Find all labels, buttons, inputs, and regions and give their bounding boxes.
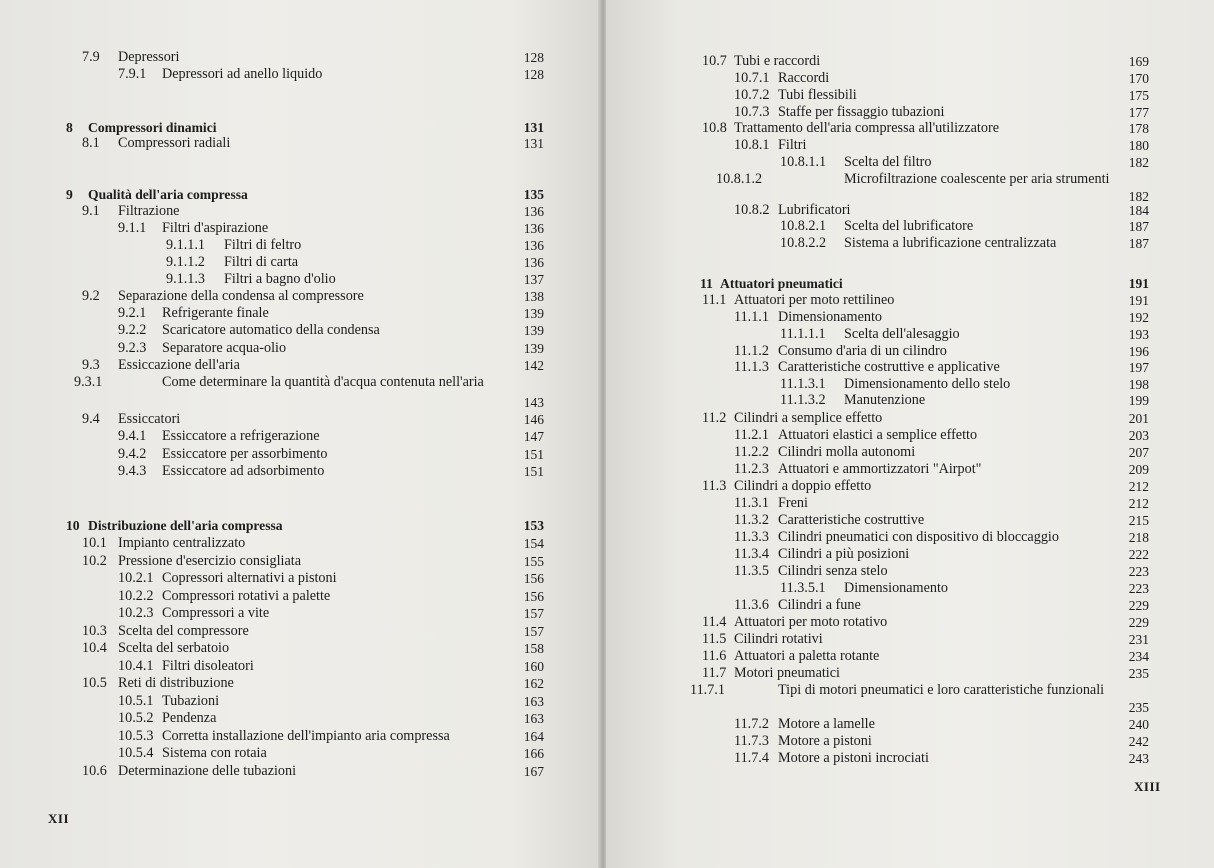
- toc-entry-number: 10.5: [82, 675, 107, 691]
- toc-entry-number: 11.1.1: [734, 309, 769, 325]
- toc-page-number: 164: [523, 729, 544, 744]
- toc-page-number: 235: [1128, 666, 1149, 681]
- toc-entry-title: Filtri di feltro: [224, 237, 302, 253]
- toc-entry-number: 7.9.1: [118, 66, 147, 82]
- toc-page-number: 234: [1128, 649, 1149, 664]
- toc-entry-title: Filtri disoleatori: [162, 658, 254, 674]
- toc-page-number: 201: [1128, 411, 1149, 426]
- toc-page-number: 167: [523, 764, 544, 779]
- toc-entry-title: Compressori dinamici: [88, 120, 217, 135]
- toc-page-number: 222: [1128, 547, 1149, 562]
- toc-entry-title: Impianto centralizzato: [118, 535, 246, 551]
- toc-entry-title: Cilindri pneumatici con dispositivo di bloccaggio: [778, 529, 1059, 545]
- toc-entry-number: 9.2.1: [118, 305, 147, 321]
- toc-entry-title: Lubrificatori: [778, 202, 851, 218]
- toc-entry-number: 11.7.1: [690, 682, 725, 698]
- toc-entry-number: 9.1.1.3: [166, 271, 206, 287]
- toc-page-number: 197: [1128, 360, 1149, 375]
- toc-entry-number: 11.1: [702, 292, 727, 308]
- toc-entry-number: 8.1: [82, 135, 100, 151]
- toc-entry-number: 10: [66, 518, 80, 533]
- toc-entry-number: 11.1.3.2: [780, 392, 826, 408]
- toc-entry-title: Compressori a vite: [162, 605, 270, 621]
- toc-page-number: 192: [1128, 310, 1149, 325]
- toc-entry-number: 10.7: [702, 53, 727, 69]
- toc-entry-title: Consumo d'aria di un cilindro: [778, 343, 947, 359]
- toc-entry-title: Motore a pistoni: [778, 733, 872, 749]
- toc-page-number: 155: [523, 554, 544, 569]
- toc-entry-number: 11.7.3: [734, 733, 769, 749]
- toc-page-number: 199: [1128, 393, 1149, 408]
- toc-page-number: 191: [1128, 293, 1149, 308]
- toc-entry-title: Cilindri a semplice effetto: [734, 410, 883, 426]
- toc-page-number: 142: [523, 358, 544, 373]
- toc-entry-title: Distribuzione dell'aria compressa: [88, 518, 283, 533]
- toc-entry-title: Trattamento dell'aria compressa all'utilizzatore: [734, 120, 999, 136]
- toc-entry-title: Cilindri a più posizioni: [778, 546, 910, 562]
- toc-entry-title: Cilindri senza stelo: [778, 563, 888, 579]
- toc-entry-title: Scelta del filtro: [844, 154, 932, 170]
- toc-entry-title: Freni: [778, 495, 808, 511]
- toc-page-number: 231: [1128, 632, 1149, 647]
- toc-entry-title: Determinazione delle tubazioni: [118, 763, 297, 779]
- toc-page-number: 135: [523, 187, 544, 202]
- toc-page-number: 154: [523, 536, 544, 551]
- toc-entry-title: Scelta del compressore: [118, 623, 249, 639]
- toc-entry-number: 11.3.5: [734, 563, 769, 579]
- toc-entry-number: 11.3.3: [734, 529, 769, 545]
- toc-entry-title: Pressione d'esercizio consigliata: [118, 553, 301, 569]
- toc-entry-number: 10.8.2.1: [780, 218, 827, 234]
- left-page: [0, 0, 600, 868]
- toc-page-number: 158: [523, 641, 544, 656]
- toc-page-number: 182: [1128, 189, 1149, 204]
- toc-entry-number: 9.4.2: [118, 446, 147, 462]
- toc-page-number: 209: [1128, 462, 1149, 477]
- toc-page-number: 212: [1128, 479, 1149, 494]
- toc-entry-number: 11.7.4: [734, 750, 769, 766]
- toc-entry-title: Microfiltrazione coalescente per aria strumenti: [844, 171, 1110, 187]
- toc-page-number: 153: [523, 518, 544, 533]
- toc-entry-number: 11.4: [702, 614, 727, 630]
- toc-page-number: 223: [1128, 564, 1149, 579]
- toc-entry-number: 9.1.1: [118, 220, 147, 236]
- toc-entry-number: 11.7.2: [734, 716, 769, 732]
- toc-entry-title: Essiccatore per assorbimento: [162, 446, 328, 462]
- toc-entry-number: 9.2: [82, 288, 100, 304]
- toc-entry-title: Essiccatore ad adsorbimento: [162, 463, 325, 479]
- toc-entry-number: 11.2.3: [734, 461, 769, 477]
- toc-entry-number: 10.8: [702, 120, 727, 136]
- toc-entry-title: Filtrazione: [118, 203, 180, 219]
- toc-entry-number: 9.2.2: [118, 322, 147, 338]
- toc-page-number: 229: [1128, 615, 1149, 630]
- toc-page-number: 170: [1128, 71, 1149, 86]
- toc-entry-title: Refrigerante finale: [162, 305, 269, 321]
- toc-entry-number: 10.5.4: [118, 745, 154, 761]
- toc-page-number: 137: [523, 272, 544, 287]
- toc-page-number: 169: [1128, 54, 1149, 69]
- toc-page-number: 136: [523, 204, 544, 219]
- toc-entry-number: 10.2.1: [118, 570, 154, 586]
- toc-entry-title: Cilindri molla autonomi: [778, 444, 916, 460]
- toc-entry-number: 10.4.1: [118, 658, 154, 674]
- toc-entry-number: 9.1.1.2: [166, 254, 206, 270]
- toc-entry-title: Scelta del lubrificatore: [844, 218, 974, 234]
- toc-entry-number: 11.5: [702, 631, 727, 647]
- toc-page-number: 182: [1128, 155, 1149, 170]
- toc-entry-title: Scelta dell'alesaggio: [844, 326, 960, 342]
- toc-entry-title: Manutenzione: [844, 392, 926, 408]
- toc-entry-number: 10.8.2: [734, 202, 770, 218]
- toc-page-number: 203: [1128, 428, 1149, 443]
- toc-page-number: 166: [523, 746, 544, 761]
- toc-entry-title: Tubi e raccordi: [734, 53, 821, 69]
- toc-entry-number: 11.1.1.1: [780, 326, 826, 342]
- toc-page-number: 184: [1128, 203, 1149, 218]
- toc-entry-number: 9.1.1.1: [166, 237, 206, 253]
- toc-entry-title: Filtri d'aspirazione: [162, 220, 269, 236]
- toc-page-number: 163: [523, 711, 544, 726]
- toc-entry-title: Separazione della condensa al compressore: [118, 288, 364, 304]
- toc-entry-title: Attuatori e ammortizzatori "Airpot": [778, 461, 982, 477]
- toc-entry-title: Cilindri a fune: [778, 597, 861, 613]
- toc-page-number: 157: [523, 624, 544, 639]
- toc-entry-number: 10.3: [82, 623, 107, 639]
- page-folio-right: XIII: [1134, 779, 1161, 794]
- toc-entry-number: 11.3.1: [734, 495, 769, 511]
- toc-entry-number: 10.8.1.2: [716, 171, 763, 187]
- toc-entry-title: Caratteristiche costruttive: [778, 512, 925, 528]
- toc-page-number: 198: [1128, 377, 1149, 392]
- toc-page-number: 223: [1128, 581, 1149, 596]
- toc-page-number: 242: [1128, 734, 1149, 749]
- toc-page-number: 187: [1128, 236, 1149, 251]
- toc-entry-number: 11.3.4: [734, 546, 769, 562]
- toc-entry-title: Staffe per fissaggio tubazioni: [778, 104, 945, 120]
- toc-entry-title: Tubi flessibili: [778, 87, 857, 103]
- toc-page-number: 156: [523, 571, 544, 586]
- toc-page-number: 151: [523, 447, 544, 462]
- toc-entry-title: Attuatori elastici a semplice effetto: [778, 427, 978, 443]
- toc-page-number: 191: [1128, 276, 1149, 291]
- toc-entry-title: Caratteristiche costruttive e applicative: [778, 359, 1000, 375]
- toc-entry-number: 11.1.2: [734, 343, 769, 359]
- toc-entry-number: 9.1: [82, 203, 100, 219]
- toc-page-number: 229: [1128, 598, 1149, 613]
- toc-entry-title: Filtri: [778, 137, 807, 153]
- toc-entry-number: 10.5.2: [118, 710, 154, 726]
- toc-page-number: 136: [523, 221, 544, 236]
- toc-entry-title: Dimensionamento: [778, 309, 883, 325]
- toc-entry-number: 10.7.3: [734, 104, 770, 120]
- toc-entry-number: 7.9: [82, 49, 100, 65]
- toc-page-number: 147: [523, 429, 544, 444]
- toc-page-number: 146: [523, 412, 544, 427]
- toc-entry-number: 9.3.1: [74, 374, 103, 390]
- toc-page-number: 139: [523, 306, 544, 321]
- toc-page-number: 131: [523, 136, 544, 151]
- toc-page-number: 151: [523, 464, 544, 479]
- toc-page-number: 128: [523, 50, 544, 65]
- toc-page-number: 128: [523, 67, 544, 82]
- toc-page-number: 139: [523, 341, 544, 356]
- toc-entry-title: Qualità dell'aria compressa: [88, 187, 248, 202]
- toc-entry-number: 8: [66, 120, 73, 135]
- toc-entry-number: 11.3: [702, 478, 727, 494]
- toc-entry-title: Sistema con rotaia: [162, 745, 267, 761]
- toc-entry-number: 10.8.2.2: [780, 235, 827, 251]
- toc-entry-number: 11.2.2: [734, 444, 769, 460]
- toc-page-number: 218: [1128, 530, 1149, 545]
- toc-page-number: 160: [523, 659, 544, 674]
- toc-entry-title: Motore a lamelle: [778, 716, 875, 732]
- toc-entry-title: Essiccatori: [118, 411, 181, 427]
- toc-entry-number: 10.2.2: [118, 588, 154, 604]
- toc-page-number: 157: [523, 606, 544, 621]
- toc-entry-number: 11.3.2: [734, 512, 769, 528]
- toc-entry-title: Motori pneumatici: [734, 665, 840, 681]
- page-folio-left: XII: [48, 811, 70, 826]
- toc-entry-number: 10.2: [82, 553, 107, 569]
- toc-entry-title: Attuatori a paletta rotante: [734, 648, 880, 664]
- toc-entry-number: 10.2.3: [118, 605, 154, 621]
- toc-entry-title: Attuatori per moto rotativo: [734, 614, 888, 630]
- toc-entry-number: 10.8.1.1: [780, 154, 827, 170]
- toc-page-number: 215: [1128, 513, 1149, 528]
- toc-entry-title: Separatore acqua-olio: [162, 340, 287, 356]
- toc-entry-number: 9: [66, 187, 73, 202]
- toc-entry-number: 11.2.1: [734, 427, 769, 443]
- toc-entry-number: 11.6: [702, 648, 727, 664]
- toc-entry-title: Dimensionamento dello stelo: [844, 376, 1011, 392]
- toc-page-number: 162: [523, 676, 544, 691]
- right-page: [606, 0, 1214, 868]
- toc-page-number: 212: [1128, 496, 1149, 511]
- toc-entry-title: Compressori radiali: [118, 135, 231, 151]
- toc-entry-title: Reti di distribuzione: [118, 675, 234, 691]
- toc-entry-title: Attuatori pneumatici: [720, 276, 843, 291]
- toc-entry-number: 10.1: [82, 535, 107, 551]
- toc-entry-title: Filtri di carta: [224, 254, 299, 270]
- toc-entry-title: Come determinare la quantità d'acqua contenuta nell'aria: [162, 374, 484, 390]
- toc-entry-title: Depressori ad anello liquido: [162, 66, 323, 82]
- toc-entry-title: Essiccatore a refrigerazione: [162, 428, 320, 444]
- toc-entry-title: Dimensionamento: [844, 580, 949, 596]
- toc-entry-title: Attuatori per moto rettilineo: [734, 292, 895, 308]
- toc-entry-number: 9.3: [82, 357, 100, 373]
- toc-page-number: 175: [1128, 88, 1149, 103]
- toc-page-number: 163: [523, 694, 544, 709]
- toc-entry-title: Depressori: [118, 49, 180, 65]
- toc-entry-number: 10.5.3: [118, 728, 154, 744]
- toc-page-number: 243: [1128, 751, 1149, 766]
- toc-entry-number: 10.6: [82, 763, 107, 779]
- toc-entry-title: Sistema a lubrificazione centralizzata: [844, 235, 1057, 251]
- toc-entry-number: 11.1.3.1: [780, 376, 826, 392]
- toc-entry-title: Filtri a bagno d'olio: [224, 271, 336, 287]
- toc-entry-title: Tipi di motori pneumatici e loro caratteristiche funzionali: [778, 682, 1105, 698]
- toc-entry-number: 10.7.1: [734, 70, 770, 86]
- toc-page-number: 235: [1128, 700, 1149, 715]
- toc-page-number: 136: [523, 255, 544, 270]
- toc-entry-title: Raccordi: [778, 70, 830, 86]
- toc-entry-number: 11: [700, 276, 713, 291]
- toc-page-number: 177: [1128, 105, 1149, 120]
- toc-page-number: 193: [1128, 327, 1149, 342]
- toc-page-number: 143: [523, 395, 544, 410]
- toc-page-number: 180: [1128, 138, 1149, 153]
- toc-entry-title: Cilindri rotativi: [734, 631, 823, 647]
- toc-page-number: 156: [523, 589, 544, 604]
- toc-entry-title: Tubazioni: [162, 693, 220, 709]
- toc-entry-title: Corretta installazione dell'impianto aria compressa: [162, 728, 450, 744]
- toc-entry-title: Compressori rotativi a palette: [162, 588, 331, 604]
- toc-page-number: 178: [1128, 121, 1149, 136]
- toc-page-number: 139: [523, 323, 544, 338]
- toc-page-number: 240: [1128, 717, 1149, 732]
- toc-entry-number: 11.1.3: [734, 359, 769, 375]
- toc-page-number: 138: [523, 289, 544, 304]
- toc-page-number: 187: [1128, 219, 1149, 234]
- toc-page-number: 196: [1128, 344, 1149, 359]
- toc-entry-title: Scelta del serbatoio: [118, 640, 230, 656]
- toc-entry-number: 11.3.5.1: [780, 580, 826, 596]
- toc-entry-number: 10.4: [82, 640, 107, 656]
- toc-entry-number: 11.3.6: [734, 597, 769, 613]
- toc-entry-title: Motore a pistoni incrociati: [778, 750, 929, 766]
- toc-entry-number: 11.2: [702, 410, 727, 426]
- toc-page-number: 131: [523, 120, 544, 135]
- toc-entry-number: 11.7: [702, 665, 727, 681]
- toc-entry-number: 10.7.2: [734, 87, 770, 103]
- toc-entry-number: 10.8.1: [734, 137, 770, 153]
- toc-entry-title: Essiccazione dell'aria: [118, 357, 240, 373]
- toc-entry-number: 9.2.3: [118, 340, 147, 356]
- toc-entry-title: Cilindri a doppio effetto: [734, 478, 872, 494]
- toc-entry-number: 9.4.3: [118, 463, 147, 479]
- toc-entry-number: 9.4.1: [118, 428, 147, 444]
- toc-entry-title: Copressori alternativi a pistoni: [162, 570, 337, 586]
- toc-entry-title: Scaricatore automatico della condensa: [162, 322, 380, 338]
- toc-page-number: 207: [1128, 445, 1149, 460]
- toc-entry-title: Pendenza: [162, 710, 217, 726]
- toc-page-number: 136: [523, 238, 544, 253]
- toc-entry-number: 9.4: [82, 411, 100, 427]
- toc-entry-number: 10.5.1: [118, 693, 154, 709]
